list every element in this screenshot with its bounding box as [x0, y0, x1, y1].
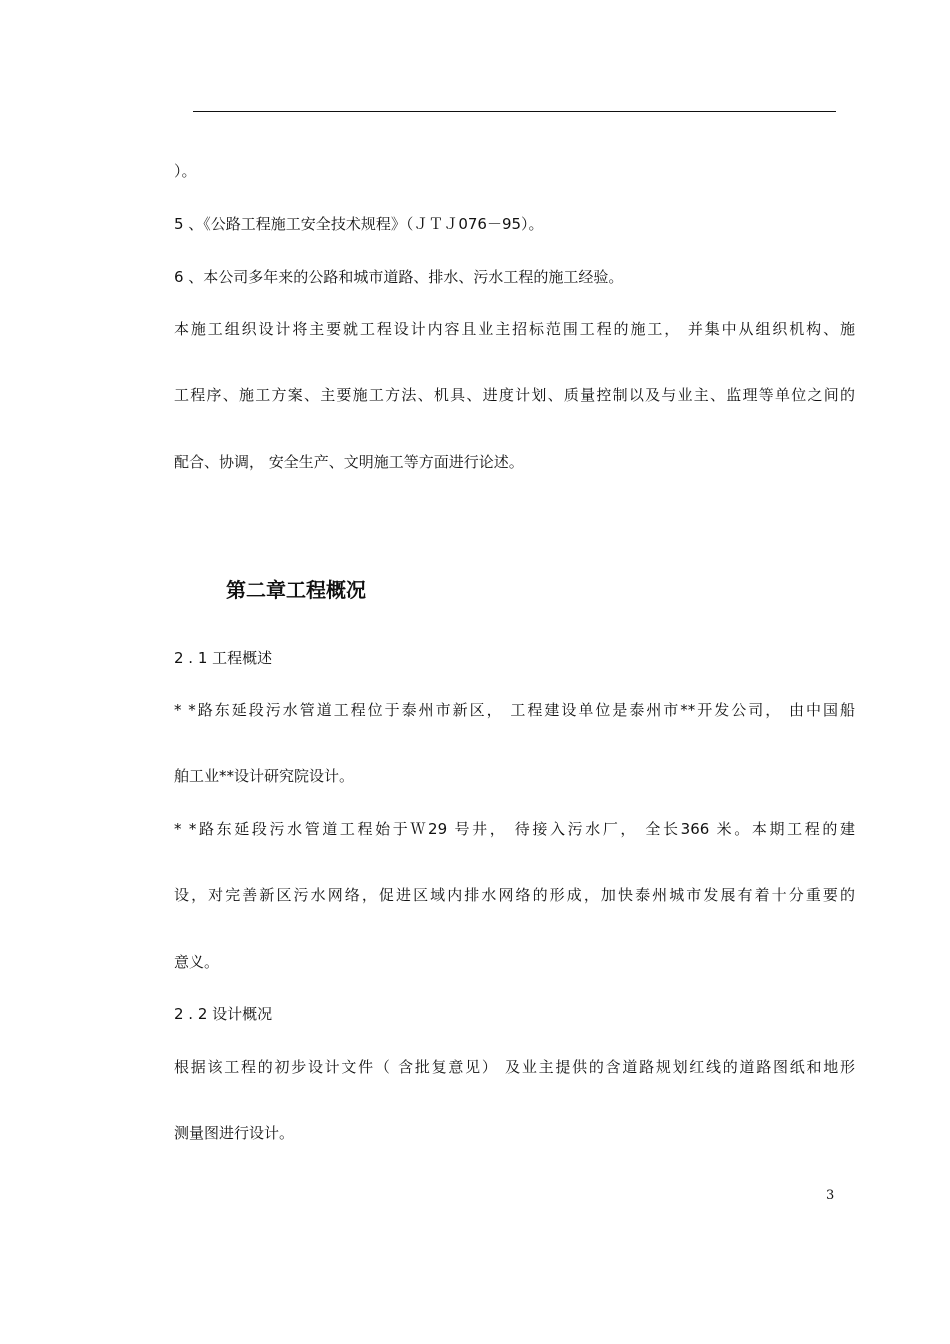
- text-line: 根据该工程的初步设计文件（ 含批复意见） 及业主提供的含道路规划红线的道路图纸和地形: [174, 1058, 855, 1076]
- text-line: 配合、协调， 安全生产、文明施工等方面进行论述。: [174, 453, 524, 471]
- text-line: 5 、《公路工程施工安全技术规程》（ＪＴＪ076－95）。: [174, 215, 544, 233]
- header-rule: [193, 111, 836, 112]
- section-title: 2 . 1 工程概述: [174, 649, 273, 667]
- text-line: * *路东延段污水管道工程位于泰州市新区， 工程建设单位是泰州市**开发公司， 由中国船: [174, 701, 855, 719]
- text-line: 测量图进行设计。: [174, 1124, 295, 1142]
- text-line: 本施工组织设计将主要就工程设计内容且业主招标范围工程的施工， 并集中从组织机构、施: [174, 320, 855, 338]
- text-line: 舶工业**设计研究院设计。: [174, 767, 355, 785]
- text-line: 意义。: [174, 953, 220, 971]
- text-line: 设，对完善新区污水网络，促进区域内排水网络的形成，加快泰州城市发展有着十分重要的: [174, 886, 855, 904]
- text-line: 6 、本公司多年来的公路和城市道路、排水、污水工程的施工经验。: [174, 268, 624, 286]
- text-line: 工程序、施工方案、主要施工方法、机具、进度计划、质量控制以及与业主、监理等单位之间的: [174, 386, 855, 404]
- section-title: 2 . 2 设计概况: [174, 1005, 273, 1023]
- text-line: * *路东延段污水管道工程始于Ｗ29 号井， 待接入污水厂， 全长366 米。本期工程的建: [174, 820, 855, 838]
- page-number: 3: [826, 1188, 835, 1203]
- text-line: ）。: [174, 162, 197, 180]
- chapter-heading: 第二章工程概况: [226, 578, 366, 602]
